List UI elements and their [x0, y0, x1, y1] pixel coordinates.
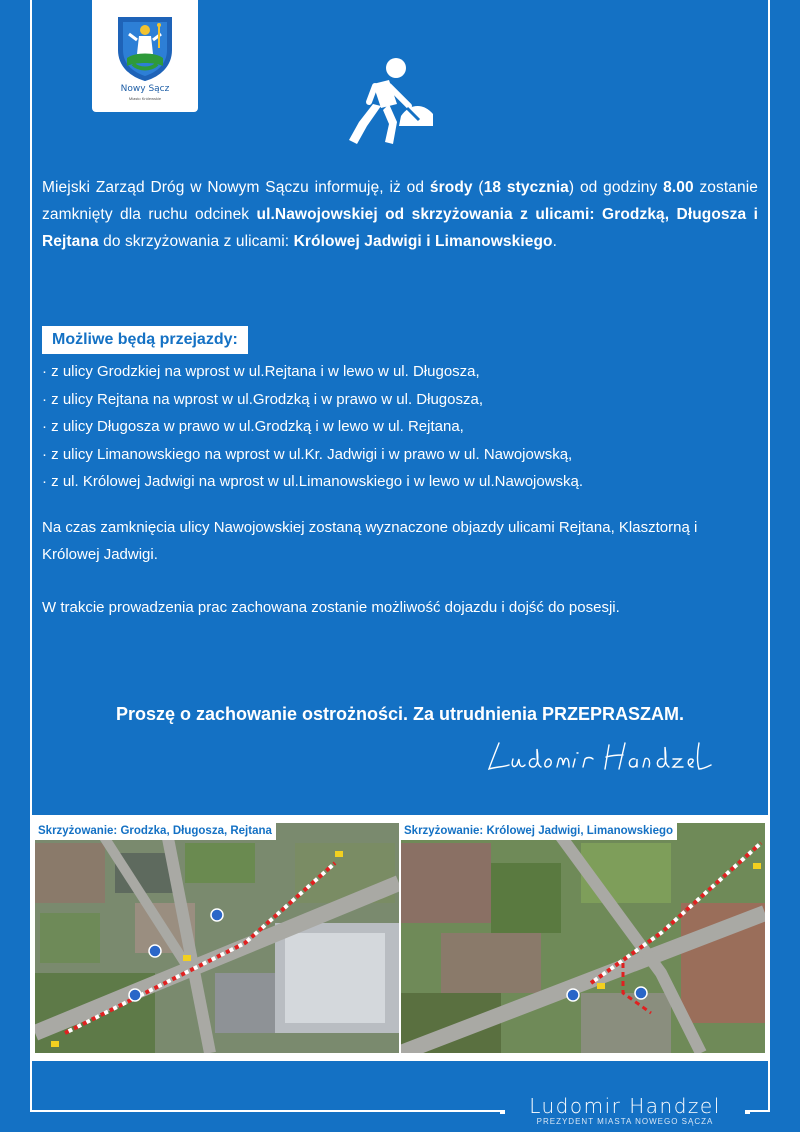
road-work-icon — [343, 56, 439, 152]
map-right — [401, 823, 765, 1053]
routes-heading: Możliwe będą przejazdy: — [42, 326, 248, 354]
map-label: Skrzyżowanie: Królowej Jadwigi, Limanowskiego — [401, 823, 677, 840]
map-label: Skrzyżowanie: Grodzka, Długosza, Rejtana — [35, 823, 276, 840]
intro-streets: Królowej Jadwigi i Limanowskiego — [293, 233, 553, 250]
route-item: · z ulicy Długosza w prawo w ul.Grodzką i w lewo w ul. Rejtana, — [42, 418, 464, 435]
route-item: · z ulicy Limanowskiego na wprost w ul.Kr. Jadwigi i w prawo w ul. Nawojowską, — [42, 445, 573, 463]
detour-paragraph: Na czas zamknięcia ulicy Nawojowskiej zostaną wyznaczone objazdy ulicami Rejtana, Klasztorną i Królowej Jadwigi. — [42, 519, 698, 563]
intro-text: do skrzyżowania z ulicami: — [98, 233, 294, 250]
route-item: · z ulicy Rejtana na wprost w ul.Grodzką i w prawo w ul. Długosza, — [42, 390, 484, 408]
announcement-text — [42, 174, 758, 255]
footer-name: Ludomir Handzel — [505, 1094, 745, 1118]
footer-title: PREZYDENT MIASTA NOWEGO SĄCZA — [536, 1117, 714, 1126]
aerial-map-image — [35, 823, 399, 1053]
maps-panel — [30, 815, 770, 1061]
city-logo — [92, 0, 198, 112]
crest-city-name: Nowy Sącz — [120, 84, 170, 94]
route-item: · z ulicy Grodzkiej na wprost w ul.Rejtana i w lewo w ul. Długosza, — [42, 363, 480, 380]
signature — [485, 735, 715, 779]
intro-date: 18 stycznia — [483, 179, 569, 196]
intro-text: ( — [472, 179, 484, 196]
intro-text: Miejski Zarząd Dróg w Nowym Sączu informuję, iż od — [42, 179, 430, 196]
route-item: · z ul. Królowej Jadwigi na wprost w ul.Limanowskiego i w lewo w ul.Nawojowską. — [42, 473, 584, 490]
crest-icon — [115, 14, 175, 82]
intro-hour: 8.00 — [663, 179, 694, 196]
routes-list — [42, 358, 758, 496]
crest-subtitle: Miasto Królewskie — [128, 96, 162, 101]
intro-text: . — [552, 233, 558, 250]
intro-text: ) od godziny — [568, 179, 664, 196]
intro-street-section: ul.Nawojowskiej od skrzyżowania z ulicami: Grodzką, Długosza i Rejtana — [42, 206, 758, 250]
aerial-map-image — [401, 823, 765, 1053]
apology-text: Proszę o zachowanie ostrożności. Za utrudnienia PRZEPRASZAM. — [115, 704, 685, 724]
intro-day: środy — [429, 179, 473, 196]
intro-text: zostanie zamknięty dla ruchu odcinek — [42, 179, 758, 223]
map-left — [35, 823, 399, 1053]
access-paragraph: W trakcie prowadzenia prac zachowana zostanie możliwość dojazdu i dojść do posesji. — [42, 599, 620, 616]
